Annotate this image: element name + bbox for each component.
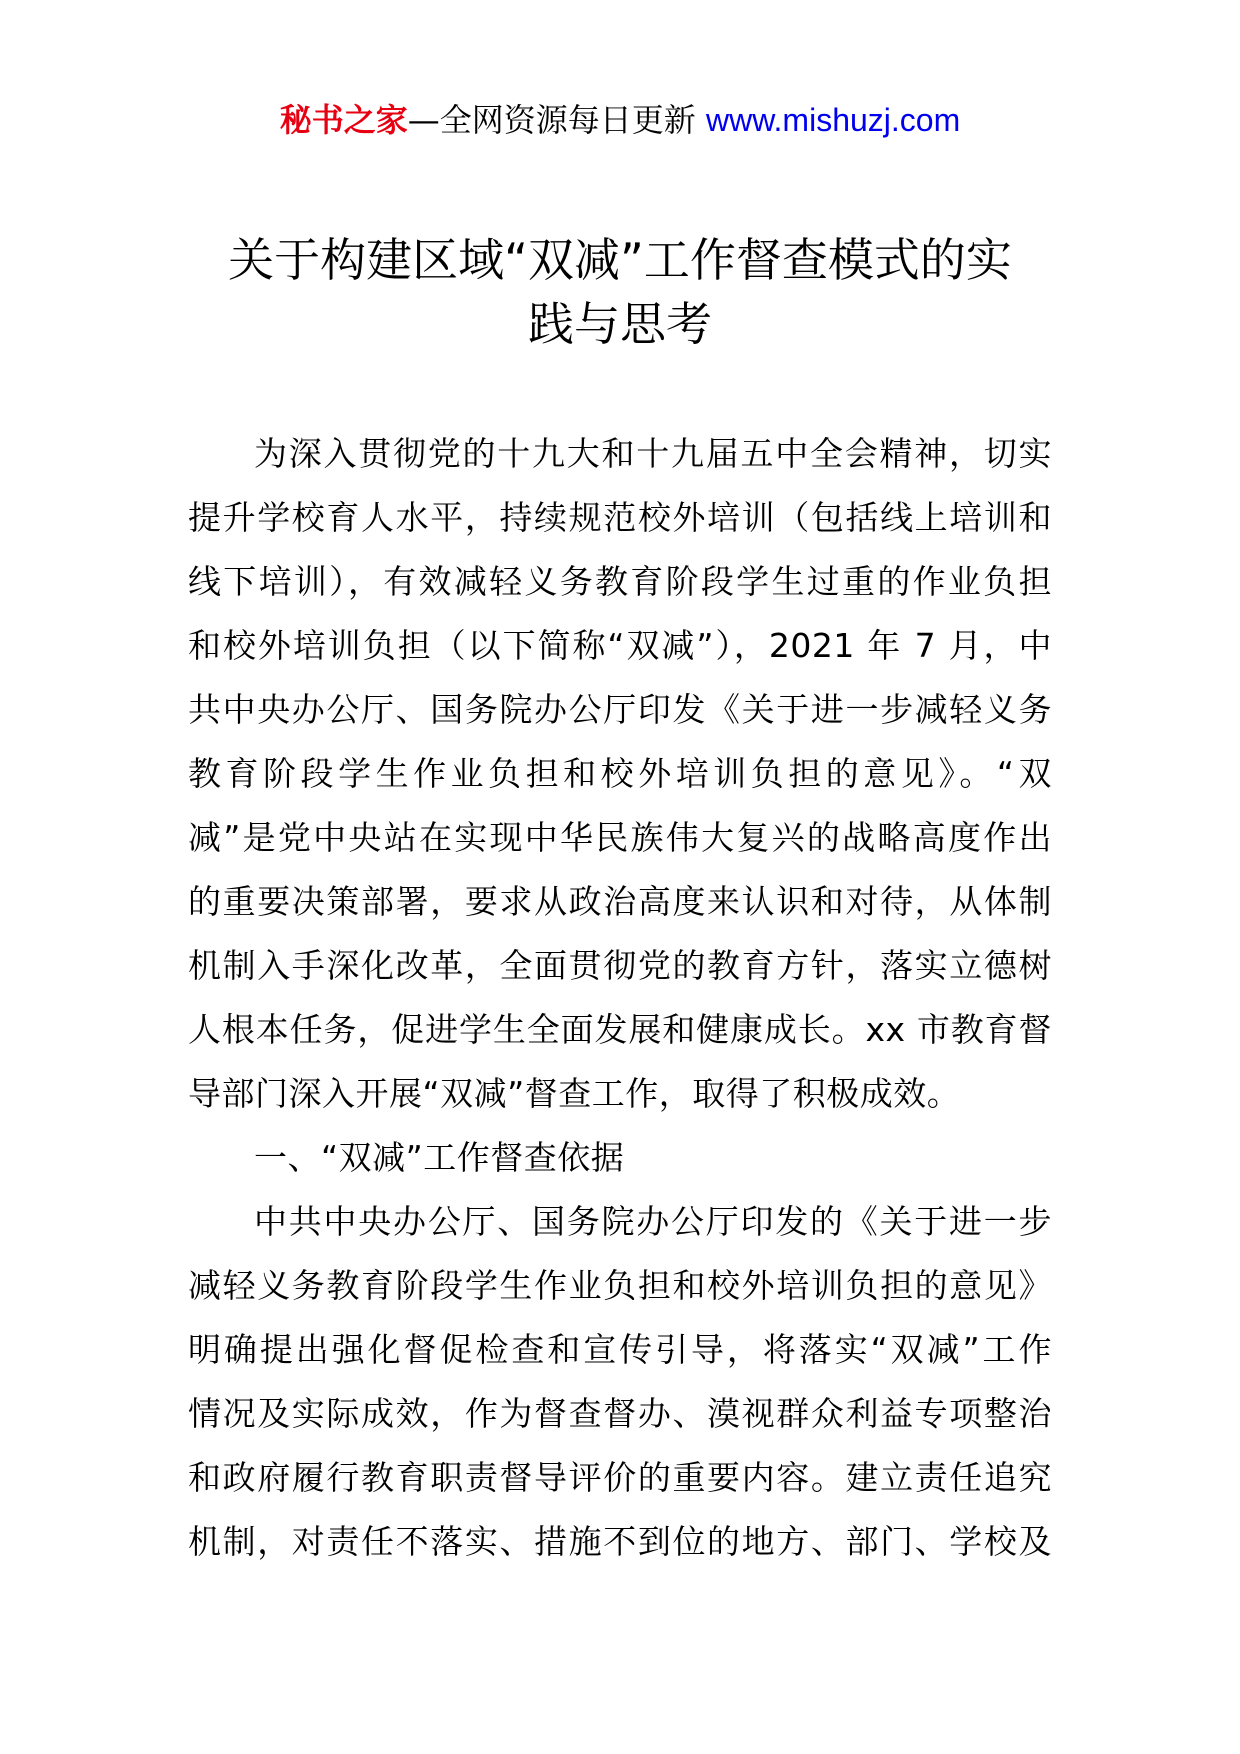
document-title-line-1: 关于构建区域“双减”工作督查模式的实 (228, 233, 1012, 287)
body-line: 教育阶段学生作业负担和校外培训负担的意见》。“双 (188, 754, 1052, 793)
document-body (188, 422, 1052, 1574)
body-line: 人根本任务，促进学生全面发展和健康成长。xx 市教育督 (188, 1010, 1052, 1049)
body-line: 中共中央办公厅、国务院办公厅印发的《关于进一步 (254, 1202, 1052, 1241)
body-line: 和校外培训负担（以下简称“双减”），2021 年 7 月，中 (188, 626, 1052, 665)
site-header (0, 100, 1240, 140)
body-line: 线下培训），有效减轻义务教育阶段学生过重的作业负担 (188, 562, 1052, 601)
document-title (180, 228, 1060, 356)
body-line-paragraph-end: 导部门深入开展“双减”督查工作，取得了积极成效。 (188, 1074, 961, 1113)
document-title-line-2: 践与思考 (528, 297, 712, 351)
body-line: 共中央办公厅、国务院办公厅印发《关于进一步减轻义务 (188, 690, 1052, 729)
site-brand: 秘书之家 (279, 101, 408, 139)
body-line: 机制，对责任不落实、措施不到位的地方、部门、学校及 (188, 1522, 1052, 1561)
body-line: 为深入贯彻党的十九大和十九届五中全会精神，切实 (254, 434, 1052, 473)
section-heading: 一、“双减”工作督查依据 (254, 1138, 625, 1177)
site-url-link[interactable]: www.mishuzj.com (705, 102, 961, 138)
body-line: 提升学校育人水平，持续规范校外培训（包括线上培训和 (188, 498, 1052, 537)
body-line: 和政府履行教育职责督导评价的重要内容。建立责任追究 (188, 1458, 1052, 1497)
body-line: 减”是党中央站在实现中华民族伟大复兴的战略高度作出 (188, 818, 1052, 857)
body-line: 情况及实际成效，作为督查督办、漠视群众利益专项整治 (188, 1394, 1052, 1433)
body-line: 明确提出强化督促检查和宣传引导，将落实“双减”工作 (188, 1330, 1052, 1369)
body-line: 机制入手深化改革，全面贯彻党的教育方针，落实立德树 (188, 946, 1052, 985)
body-line: 的重要决策部署，要求从政治高度来认识和对待，从体制 (188, 882, 1052, 921)
body-line: 减轻义务教育阶段学生作业负担和校外培训负担的意见》 (188, 1266, 1052, 1305)
site-slogan: —全网资源每日更新 (407, 101, 696, 139)
